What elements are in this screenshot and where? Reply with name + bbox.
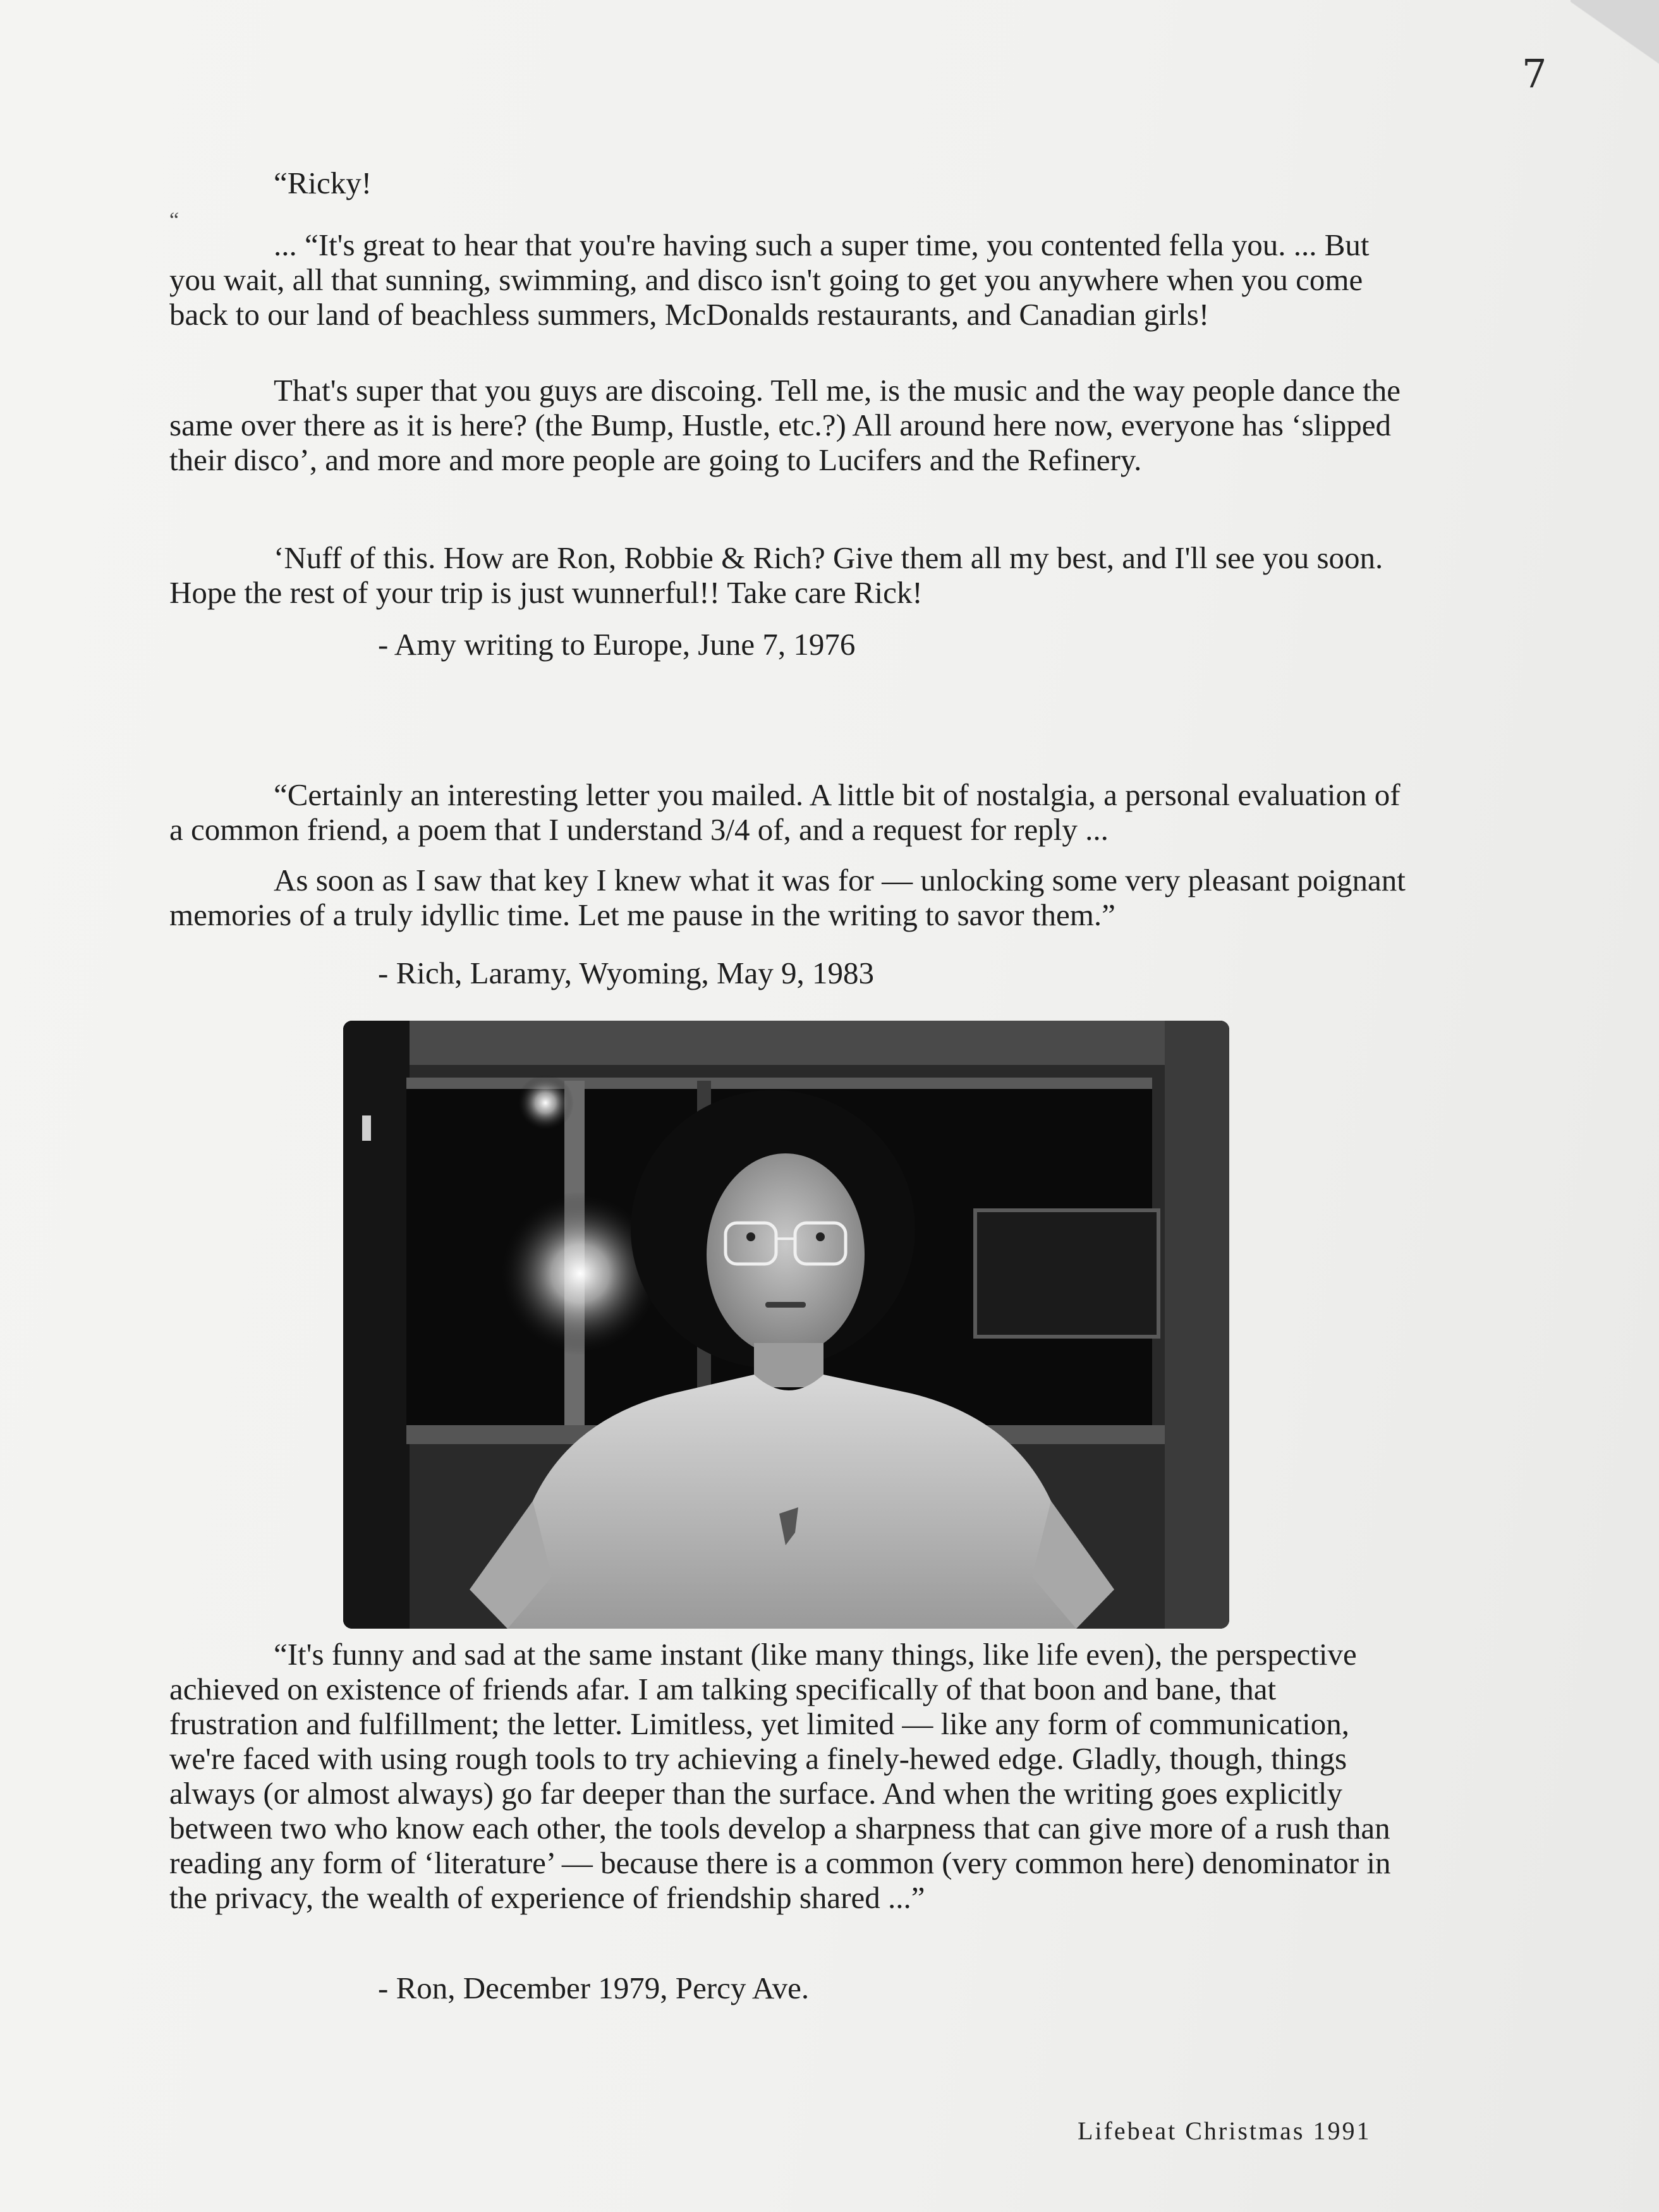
letter-attribution: - Amy writing to Europe, June 7, 1976 [378, 627, 856, 662]
page-footer: Lifebeat Christmas 1991 [1078, 2117, 1371, 2145]
letter-paragraph: ‘Nuff of this. How are Ron, Robbie & Rich? Give them all my best, and I'll see you soon. Hope the rest of your trip is just wunnerful!! Take care Rick! [169, 540, 1383, 610]
letter-paragraph: “It's funny and sad at the same instant (like many things, like life even), the perspective achieved on existence of friends afar. I am talking specifically of that boon and bane, that frustration and fulfillment; the letter. Limitless, yet limited — like any form of communication, we're faced with using rough tools to try achieving a finely-hewed edge. Gladly, though, things always (or almost always) go far deeper than the surface. And when the writing goes explicitly between two who know each other, the tools develop a sharpness that can give more of a rush than reading any form of ‘literature’ — because there is a common (very common here) denominator in the privacy, the wealth of experience of friendship shared ...” [169, 1637, 1391, 1915]
stray-quote-mark: “ [169, 209, 179, 232]
letter-greeting: “Ricky! [274, 166, 372, 200]
letter-attribution: - Rich, Laramy, Wyoming, May 9, 1983 [378, 956, 875, 990]
letter-paragraph: As soon as I saw that key I knew what it was for — unlocking some very pleasant poignant memories of a truly idyllic time. Let me pause in the writing to savor them.” [169, 863, 1406, 932]
page-number: 7 [1522, 51, 1547, 97]
portrait-photo [343, 1021, 1229, 1629]
letter-attribution: - Ron, December 1979, Percy Ave. [378, 1971, 810, 2005]
letter-paragraph: “Certainly an interesting letter you mailed. A little bit of nostalgia, a personal evaluation of a common friend, a poem that I understand 3/4 of, and a request for reply ... [169, 777, 1401, 847]
page-corner-fold [1571, 0, 1659, 70]
letter-paragraph: ... “It's great to hear that you're having such a super time, you contented fella you. ... But you wait, all that sunning, swimming, and disco isn't going to get you anywhere when you come back to our land of beachless summers, McDonalds restaurants, and Canadian girls! [169, 228, 1370, 332]
portrait-photo-graphic [343, 1021, 1229, 1629]
letter-paragraph: That's super that you guys are discoing. Tell me, is the music and the way people dance the same over there as it is here? (the Bump, Hustle, etc.?) All around here now, everyone has ‘slipped their disco’, and more and more people are going to Lucifers and the Refinery. [169, 373, 1401, 477]
